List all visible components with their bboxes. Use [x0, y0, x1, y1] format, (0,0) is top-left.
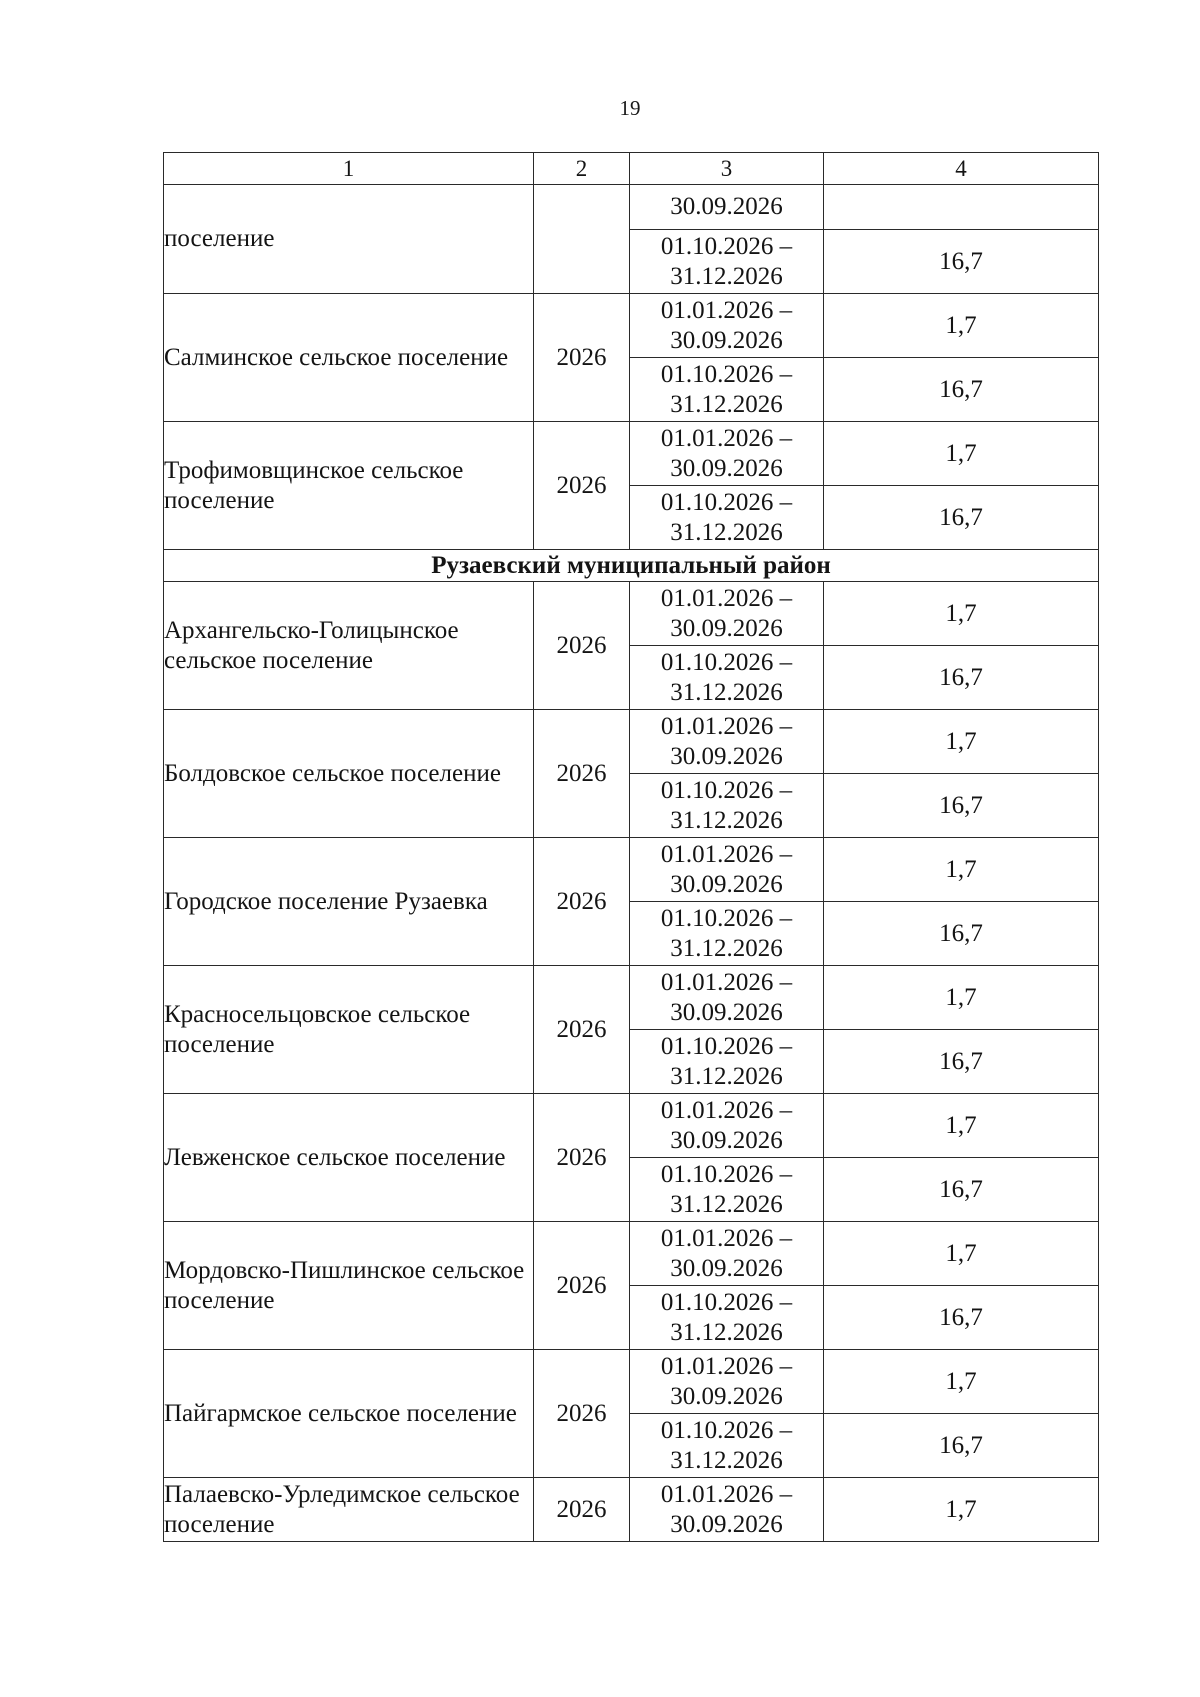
continuation-row: [164, 185, 1099, 230]
value-cell: 16,7: [824, 358, 1099, 422]
year-cell: 2026: [534, 294, 630, 422]
value-cell: 1,7: [824, 422, 1099, 486]
period-cell: 01.10.2026 – 31.12.2026: [630, 1030, 824, 1094]
value-cell: 16,7: [824, 902, 1099, 966]
column-header-1: 1: [164, 153, 534, 185]
year-cell: 2026: [534, 1222, 630, 1350]
settlement-name: Красносельцовское сельское поселение: [164, 966, 534, 1094]
value-cell: 1,7: [824, 1478, 1099, 1542]
value-cell: 1,7: [824, 1222, 1099, 1286]
settlement-name: Пайгармское сельское поселение: [164, 1350, 534, 1478]
settlement-row: [164, 710, 1099, 774]
period-cell: 01.01.2026 – 30.09.2026: [630, 582, 824, 646]
period-cell: 01.01.2026 – 30.09.2026: [630, 294, 824, 358]
value-cell: 16,7: [824, 230, 1099, 294]
period-cell: 01.10.2026 – 31.12.2026: [630, 1414, 824, 1478]
period-cell: 01.10.2026 – 31.12.2026: [630, 486, 824, 550]
period-cell: 01.01.2026 – 30.09.2026: [630, 1094, 824, 1158]
table-header-row: [164, 153, 1099, 185]
district-row: [164, 550, 1099, 582]
value-cell: 16,7: [824, 1286, 1099, 1350]
period-cell: 01.01.2026 – 30.09.2026: [630, 1478, 824, 1542]
year-cell: 2026: [534, 1350, 630, 1478]
settlement-row: [164, 422, 1099, 486]
value-cell: 1,7: [824, 1094, 1099, 1158]
value-cell: 16,7: [824, 1414, 1099, 1478]
settlement-name: Салминское сельское поселение: [164, 294, 534, 422]
period-cell: 01.10.2026 – 31.12.2026: [630, 1286, 824, 1350]
period-cell: 01.10.2026 – 31.12.2026: [630, 646, 824, 710]
period-cell: 01.01.2026 – 30.09.2026: [630, 710, 824, 774]
period-cell: 01.01.2026 – 30.09.2026: [630, 966, 824, 1030]
period-cell: 01.01.2026 – 30.09.2026: [630, 838, 824, 902]
page-number: 19: [619, 96, 641, 120]
tariff-table: [163, 152, 1099, 1542]
period-cell: 01.10.2026 – 31.12.2026: [630, 230, 824, 294]
period-cell: 30.09.2026: [630, 185, 824, 230]
settlement-row: [164, 1478, 1099, 1542]
value-cell: 1,7: [824, 966, 1099, 1030]
year-cell: 2026: [534, 966, 630, 1094]
period-cell: 01.10.2026 – 31.12.2026: [630, 774, 824, 838]
value-cell: 16,7: [824, 1030, 1099, 1094]
settlement-name: поселение: [164, 185, 534, 294]
value-cell: 16,7: [824, 774, 1099, 838]
value-cell: 1,7: [824, 294, 1099, 358]
year-cell: 2026: [534, 1094, 630, 1222]
value-cell: 16,7: [824, 1158, 1099, 1222]
column-header-2: 2: [534, 153, 630, 185]
value-cell: 1,7: [824, 1350, 1099, 1414]
district-title: Рузаевский муниципальный район: [164, 550, 1099, 582]
year-cell: 2026: [534, 710, 630, 838]
value-cell: 1,7: [824, 710, 1099, 774]
settlement-row: [164, 838, 1099, 902]
settlement-name: Болдовское сельское поселение: [164, 710, 534, 838]
year-cell: 2026: [534, 838, 630, 966]
settlement-row: [164, 1350, 1099, 1414]
settlement-row: [164, 1094, 1099, 1158]
value-cell: 16,7: [824, 486, 1099, 550]
settlement-name: Городское поселение Рузаевка: [164, 838, 534, 966]
period-cell: 01.10.2026 – 31.12.2026: [630, 358, 824, 422]
settlement-row: [164, 1222, 1099, 1286]
period-cell: 01.10.2026 – 31.12.2026: [630, 1158, 824, 1222]
settlement-row: [164, 966, 1099, 1030]
period-cell: 01.01.2026 – 30.09.2026: [630, 1222, 824, 1286]
period-cell: 01.10.2026 – 31.12.2026: [630, 902, 824, 966]
period-cell: 01.01.2026 – 30.09.2026: [630, 422, 824, 486]
settlement-name: Архангельско-Голицынское сельское поселение: [164, 582, 534, 710]
period-cell: 01.01.2026 – 30.09.2026: [630, 1350, 824, 1414]
column-header-4: 4: [824, 153, 1099, 185]
settlement-name: Палаевско-Урледимское сельское поселение: [164, 1478, 534, 1542]
year-cell: 2026: [534, 422, 630, 550]
column-header-3: 3: [630, 153, 824, 185]
settlement-name: Мордовско-Пишлинское сельское поселение: [164, 1222, 534, 1350]
value-cell: 1,7: [824, 582, 1099, 646]
value-cell: 16,7: [824, 646, 1099, 710]
settlement-row: [164, 582, 1099, 646]
year-cell: 2026: [534, 582, 630, 710]
settlement-name: Левженское сельское поселение: [164, 1094, 534, 1222]
year-cell: 2026: [534, 1478, 630, 1542]
value-cell: 1,7: [824, 838, 1099, 902]
year-cell: [534, 185, 630, 294]
value-cell: [824, 185, 1099, 230]
settlement-row: [164, 294, 1099, 358]
settlement-name: Трофимовщинское сельское поселение: [164, 422, 534, 550]
